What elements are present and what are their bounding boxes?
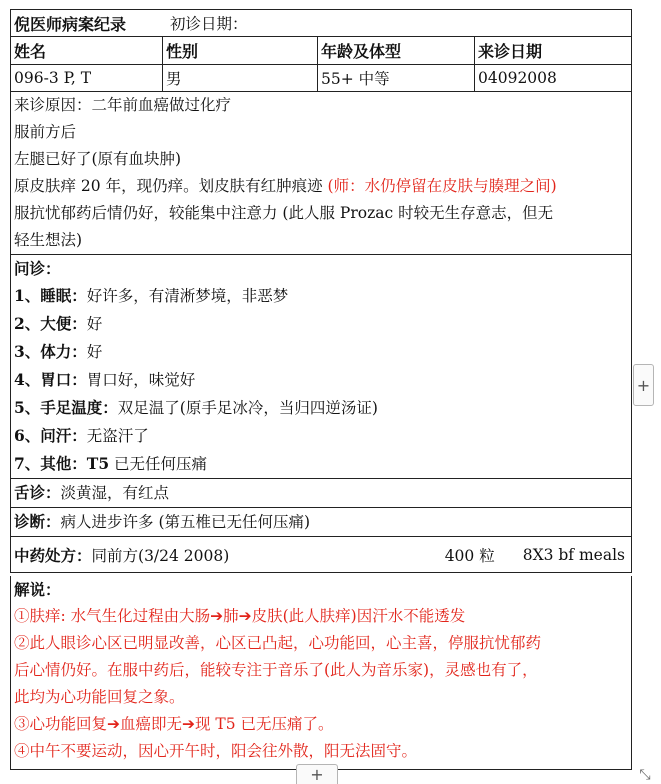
prescription-dosage: 8X3 bf meals — [522, 545, 625, 564]
inquiry-label: 3、体力： — [14, 342, 87, 361]
inquiry-text: 已无任何压痛 — [109, 455, 208, 473]
patient-visit-date: 04092008 — [478, 69, 557, 87]
inquiry-item — [11, 310, 631, 338]
visit-reason-text: 原皮肤痒 20 年，现仍痒。划皮肤有红肿痕迹 — [14, 177, 328, 195]
patient-id: 096-3 P, T — [11, 65, 163, 91]
teacher-annotation: (师：水仍停留在皮肤与腠理之间) — [327, 177, 557, 195]
tongue-text: 淡黄湿，有红点 — [60, 484, 170, 502]
visit-reason-line — [11, 173, 631, 200]
explanation-line: ①肤痒: 水气生化过程由大肠➔肺➔皮肤(此人肤痒)因汗水不能透发 — [14, 607, 466, 625]
inquiry-text: 好 — [86, 343, 103, 361]
initial-date-label: 初诊日期： — [170, 15, 248, 33]
tongue-label: 舌诊： — [14, 483, 61, 502]
tongue-section — [10, 479, 632, 508]
diagnosis-line — [11, 508, 631, 536]
tongue-line — [11, 479, 631, 507]
inquiry-label: 1、睡眠： — [14, 286, 87, 305]
inquiry-heading: 问诊： — [14, 259, 61, 278]
inquiry-label: 4、胃口： — [14, 370, 87, 389]
inquiry-item — [11, 450, 631, 478]
title-row — [10, 9, 632, 37]
inquiry-section — [10, 255, 632, 479]
header-age-build: 年龄及体型 — [318, 37, 475, 64]
inquiry-item — [11, 394, 631, 422]
diagnosis-text: 病人进步许多 (第五椎已无任何压痛) — [60, 513, 311, 531]
case-record-document — [10, 9, 632, 770]
add-column-button[interactable]: + — [633, 364, 654, 406]
prescription-section — [10, 537, 632, 573]
explanation-line: ③心功能回复➔血癌即无➔现 T5 已无压痛了。 — [14, 715, 334, 733]
explanation-heading: 解说： — [14, 580, 61, 599]
prescription-label: 中药处方： — [14, 545, 92, 565]
resize-handle-icon[interactable]: ⤡ — [639, 767, 651, 783]
inquiry-label: 7、其他： — [14, 454, 87, 473]
prescription-line — [11, 537, 631, 572]
header-visit-date: 来诊日期 — [478, 42, 543, 61]
inquiry-item — [11, 338, 631, 366]
visit-reason-line: 轻生想法) — [14, 231, 83, 249]
patient-table-values — [10, 65, 632, 92]
inquiry-item — [11, 282, 631, 310]
prescription-quantity: 400 粒 — [444, 546, 495, 565]
explanation-section — [10, 576, 632, 770]
patient-gender: 男 — [163, 65, 318, 91]
add-row-button[interactable]: + — [296, 764, 338, 784]
visit-reason-line: 服抗忧郁药后情仍好，较能集中注意力 (此人服 Prozac 时较无生存意志，但无 — [14, 204, 554, 222]
inquiry-label: 2、大便： — [14, 314, 87, 333]
explanation-line: ②此人眼诊心区已明显改善，心区已凸起，心功能回，心主喜，停服抗忧郁药 — [14, 634, 542, 652]
inquiry-text: 无盗汗了 — [86, 427, 149, 445]
inquiry-text: 胃口好，味觉好 — [86, 371, 196, 389]
diagnosis-section — [10, 508, 632, 537]
header-gender: 性别 — [163, 37, 318, 64]
inquiry-text: 双足温了(原手足冰冷，当归四逆汤证) — [117, 399, 378, 417]
patient-table-header — [10, 37, 632, 65]
visit-reason-section — [10, 92, 632, 255]
diagnosis-label: 诊断： — [14, 512, 61, 531]
explanation-line: 后心情仍好。在服中药后，能较专注于音乐了(此人为音乐家)，灵感也有了， — [14, 661, 538, 679]
patient-age-build: 55+ 中等 — [318, 65, 475, 91]
inquiry-text: 好 — [86, 315, 103, 333]
prescription-text: 同前方(3/24 2008) — [91, 546, 230, 565]
inquiry-item — [11, 366, 631, 394]
explanation-line: ④中午不要运动，因心开午时，阳会往外散，阳无法固守。 — [14, 742, 418, 760]
inquiry-text-bold: T5 — [86, 454, 110, 473]
header-name: 姓名 — [11, 37, 163, 64]
explanation-line: 此均为心功能回复之象。 — [14, 688, 185, 706]
inquiry-item — [11, 422, 631, 450]
inquiry-label: 5、手足温度： — [14, 398, 118, 417]
visit-reason-line: 服前方后 — [14, 123, 77, 141]
document-title: 倪医师病案纪录 — [14, 14, 127, 34]
inquiry-text: 好许多，有清淅梦境，非恶梦 — [86, 287, 289, 305]
visit-reason-line: 来诊原因：二年前血癌做过化疗 — [14, 96, 232, 114]
visit-reason-line: 左腿已好了(原有血块肿) — [14, 150, 182, 168]
inquiry-label: 6、问汗： — [14, 426, 87, 445]
